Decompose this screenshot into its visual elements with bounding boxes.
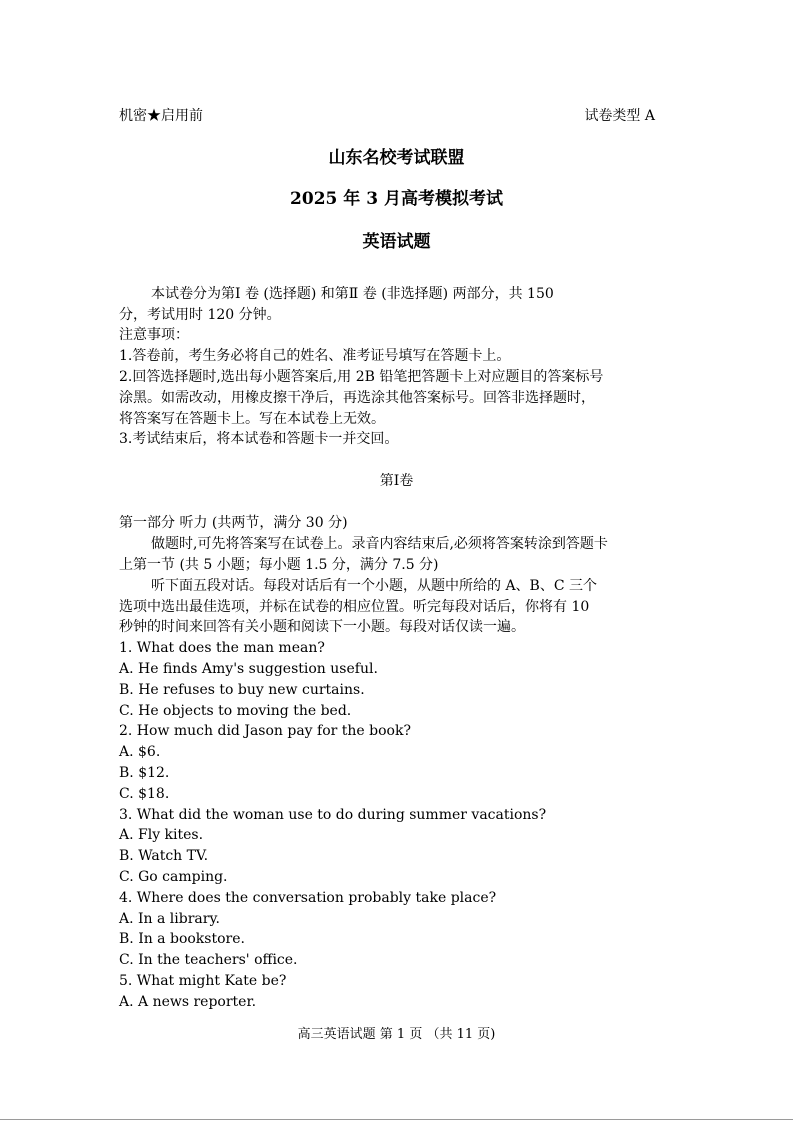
question-text: 1. What does the man mean? — [119, 640, 325, 656]
question-option: B. $12. — [119, 765, 170, 781]
question-option: A. He finds Amy's suggestion useful. — [119, 661, 378, 677]
question-option: C. In the teachers' office. — [119, 952, 298, 968]
notice-item: 1.答卷前，考生务必将自己的姓名、准考证号填写在答题卡上。 — [119, 348, 511, 364]
section-line: 秒钟的时间来回答有关小题和阅读下一小题。每段对话仅读一遍。 — [119, 619, 525, 635]
exam-title: 2025 年 3 月高考模拟考试 — [290, 189, 503, 209]
section-line: 做题时,可先将答案写在试卷上。录音内容结束后,必须将答案转涂到答题卡 — [151, 536, 608, 552]
question-option: B. Watch TV. — [119, 848, 209, 864]
question-text: 2. How much did Jason pay for the book? — [119, 723, 411, 739]
notice-item: 3.考试结束后，将本试卷和答题卡一并交回。 — [119, 431, 399, 447]
notice-item: 2.回答选择题时,选出每小题答案后,用 2B 铅笔把答题卡上对应题目的答案标号 — [119, 369, 604, 385]
question-option: C. He objects to moving the bed. — [119, 703, 352, 719]
question-text: 5. What might Kate be? — [119, 973, 287, 989]
intro-line: 分，考试用时 120 分钟。 — [119, 307, 281, 323]
question-text: 4. Where does the conversation probably take place? — [119, 890, 497, 906]
confidential-label: 机密★启用前 — [119, 108, 203, 124]
notice-item: 涂黑。如需改动，用橡皮擦干净后，再选涂其他答案标号。回答非选择题时， — [119, 390, 595, 406]
org-title: 山东名校考试联盟 — [328, 148, 465, 168]
paper-type-label: 试卷类型 A — [584, 108, 655, 124]
question-option: C. $18. — [119, 786, 170, 802]
intro-line: 本试卷分为第Ⅰ 卷 (选择题) 和第Ⅱ 卷 (非选择题) 两部分，共 150 — [151, 286, 554, 302]
notice-heading: 注意事项： — [119, 327, 189, 343]
question-option: B. In a bookstore. — [119, 931, 245, 947]
notice-item: 将答案写在答题卡上。写在本试卷上无效。 — [119, 411, 385, 427]
question-option: A. $6. — [119, 744, 161, 760]
page-footer: 高三英语试题 第 1 页 （共 11 页) — [297, 1027, 496, 1042]
question-option: A. In a library. — [119, 911, 220, 927]
section-line: 听下面五段对话。每段对话后有一个小题，从题中所给的 A、B、C 三个 — [151, 578, 598, 594]
section-heading: 第一部分 听力 (共两节，满分 30 分) — [119, 515, 348, 531]
section-line: 上第一节 (共 5 小题；每小题 1.5 分，满分 7.5 分) — [119, 557, 439, 573]
question-option: A. A news reporter. — [119, 994, 257, 1010]
question-option: A. Fly kites. — [119, 827, 204, 843]
question-option: C. Go camping. — [119, 869, 228, 885]
subject-title: 英语试题 — [362, 232, 431, 252]
question-option: B. He refuses to buy new curtains. — [119, 682, 365, 698]
section-line: 选项中选出最佳选项，并标在试卷的相应位置。听完每段对话后，你将有 10 — [119, 599, 590, 615]
volume-title: 第Ⅰ卷 — [379, 473, 414, 489]
page-divider — [0, 1119, 793, 1120]
question-text: 3. What did the woman use to do during summer vacations? — [119, 807, 547, 823]
